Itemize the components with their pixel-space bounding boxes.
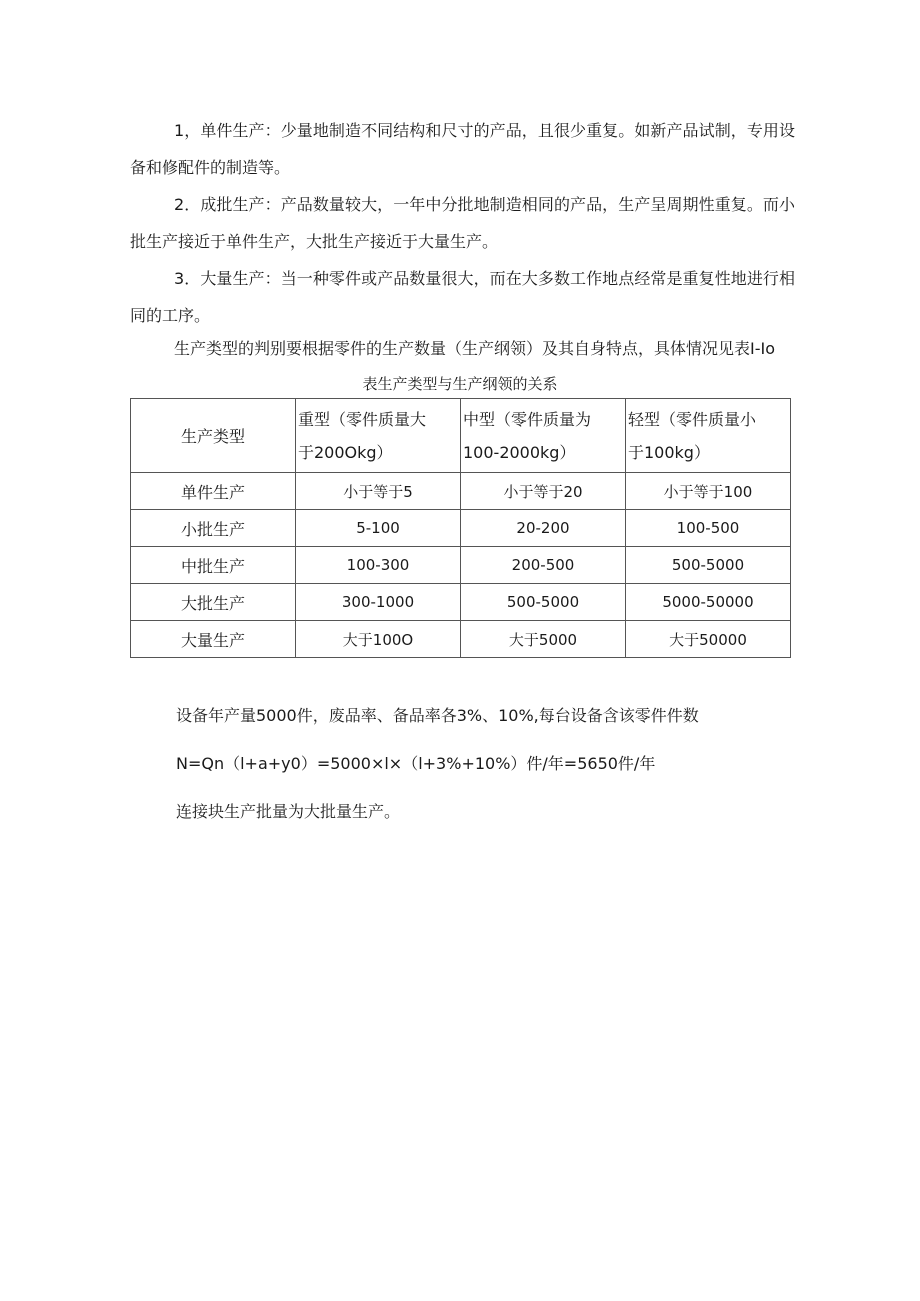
row-type: 单件生产 (131, 473, 296, 510)
cell-heavy: 5-100 (296, 510, 461, 547)
calc-formula: N=Qn（l+a+y0）=5000×l×（l+3%+10%）件/年=5650件/年 (176, 754, 656, 773)
cell-medium: 500-5000 (461, 584, 626, 621)
cell-heavy: 100-300 (296, 547, 461, 584)
row-type: 大量生产 (131, 621, 296, 658)
production-type-table (130, 398, 791, 658)
header-production-type: 生产类型 (131, 399, 296, 473)
cell-medium: 小于等于20 (461, 473, 626, 510)
cell-heavy: 大于100O (296, 621, 461, 658)
calc-conclusion: 连接块生产批量为大批量生产。 (176, 802, 401, 821)
header-light (626, 399, 791, 473)
table-row (131, 584, 791, 621)
paragraph-batch-production (130, 186, 795, 260)
cell-medium: 大于5000 (461, 621, 626, 658)
table-row (131, 547, 791, 584)
paragraph-text: 生产类型的判别要根据零件的生产数量（生产纲领）及其自身特点，具体情况见表I-Io (174, 339, 776, 358)
table-header-row (131, 399, 791, 473)
cell-heavy: 小于等于5 (296, 473, 461, 510)
table-row (131, 473, 791, 510)
header-heavy (296, 399, 461, 473)
cell-medium: 200-500 (461, 547, 626, 584)
cell-light: 500-5000 (626, 547, 791, 584)
paragraph-text: 1，单件生产：少量地制造不同结构和尺寸的产品，且很少重复。如新产品试制，专用设备和修配件的制造等。 (130, 121, 795, 177)
header-light-line2: 于100kg） (628, 443, 710, 462)
paragraph-text: 2．成批生产：产品数量较大，一年中分批地制造相同的产品，生产呈周期性重复。而小批生产接近于单件生产，大批生产接近于大量生产。 (130, 195, 795, 251)
calc-annual-output: 设备年产量5000件，废品率、备品率各3%、10%,每台设备含该零件件数 (176, 706, 699, 725)
cell-heavy: 300-1000 (296, 584, 461, 621)
paragraph-single-production (130, 112, 795, 186)
cell-light: 大于50000 (626, 621, 791, 658)
row-type: 中批生产 (131, 547, 296, 584)
paragraph-mass-production (130, 260, 795, 334)
row-type: 大批生产 (131, 584, 296, 621)
cell-light: 5000-50000 (626, 584, 791, 621)
table-caption: 表生产类型与生产纲领的关系 (362, 375, 558, 393)
paragraph-classification (130, 330, 795, 367)
header-medium-line2: 100-2000kg） (463, 443, 576, 462)
paragraph-text: 3．大量生产：当一种零件或产品数量很大，而在大多数工作地点经常是重复性地进行相同的工序。 (130, 269, 795, 325)
header-heavy-line2: 于200Okg） (298, 443, 393, 462)
header-heavy-line1: 重型（零件质量大 (298, 410, 427, 429)
table-row (131, 510, 791, 547)
header-medium (461, 399, 626, 473)
header-light-line1: 轻型（零件质量小 (628, 410, 757, 429)
cell-light: 100-500 (626, 510, 791, 547)
table-row (131, 621, 791, 658)
cell-medium: 20-200 (461, 510, 626, 547)
cell-light: 小于等于100 (626, 473, 791, 510)
header-medium-line1: 中型（零件质量为 (463, 410, 592, 429)
row-type: 小批生产 (131, 510, 296, 547)
